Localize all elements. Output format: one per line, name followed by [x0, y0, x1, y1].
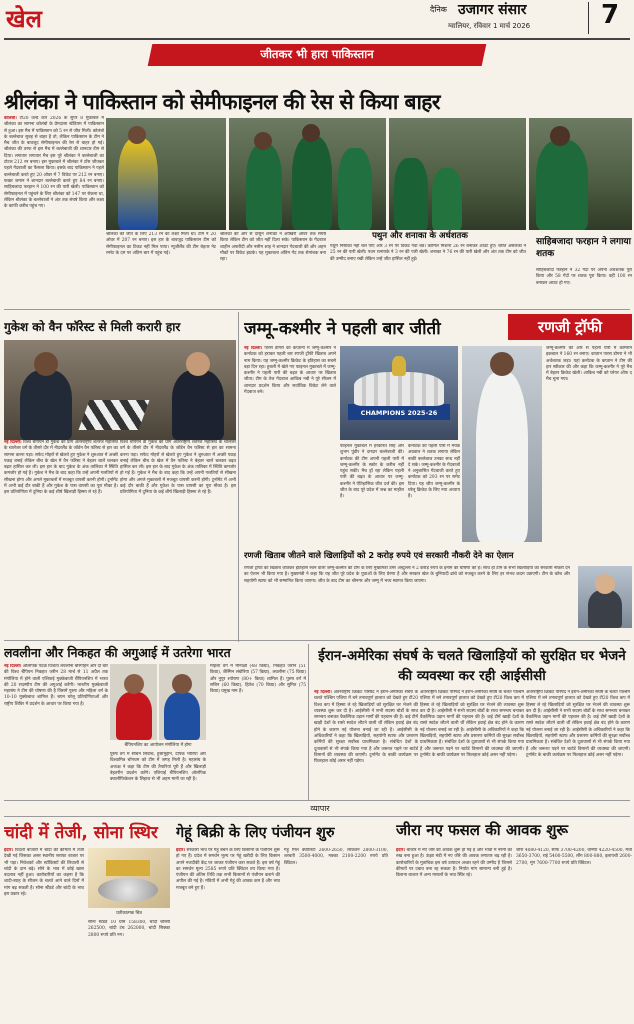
photo-boxers: [110, 664, 206, 740]
photo-sl-pak-divider-3: [526, 118, 529, 230]
b3-rates: जीरा 4080-4120, सौंफ 3700-4200, धनिया 4220-4500, मेथी 3650-3700, राई 5400-5500, लौंग 800-880, इलायची 2600-2700, मूंग 7600-7700 रुपये प्रति क्विंटल।: [516, 848, 632, 866]
head-1: [128, 126, 146, 144]
s3-body-4: जम्मू-कश्मीर की ओर से पहली पारी में कामरान इकबाल ने 160 रन बनाए। कप्तान पारस डोगरा ने भी अर्धशतक जड़ा। यहां कर्नाटक के कप्तान ने टीम की हार स्वीकार की और कहा कि जम्मू-कश्मीर ने पूरे मैच में बेहतर क्रिकेट खेली। आकिब नबी को प्लेयर ऑफ द मैच चुना गया।: [546, 346, 632, 383]
photo-ranji-player: [462, 346, 542, 542]
masthead-rule: [588, 2, 589, 34]
b3-col-1: [396, 848, 512, 1022]
photo-sl-pak-divider-1: [226, 118, 229, 230]
rule-2: [4, 640, 630, 641]
s1-body-4: श्रीलंका की ओर से दासुन शनाका ने आखिरी ओवर तक संघर्ष किया लेकिन टीम को जीत नहीं दिला सके। पाकिस्तान के गेंदबाज शाहीन अफरीदी और नसीम शाह ने शानदार गेंदबाजी की और अहम मौकों पर विकेट झटके। यह मुकाबला अंतिम गेंद तक रोमांचक बना रहा।: [220, 232, 326, 263]
s3-body-3: कर्नाटक की पहली पारी में मयंक अग्रवाल ने शतक लगाया लेकिन बाकी बल्लेबाज उनका साथ नहीं दे सके। जम्मू-कश्मीर के गेंदबाजों ने अनुशासित गेंदबाजी करते हुए कर्नाटक को 293 रन पर समेट दिया। यह जीत जम्मू-कश्मीर के घरेलू क्रिकेट के लिए नया अध्याय है।: [408, 444, 460, 500]
s5-body-cont: अंतरराष्ट्रीय क्रिकेट परिषद ने ईरान-अमेरिका संघर्ष के चलते पश्चिम एशिया में बने तनावपूर्ण हालात को देखते हुए टी20 विश्व कप में हिस्सा ले रहे खिलाड़ियों को सुरक्षित घर भेजने की व्यवस्था शुरू कर दी है। आईसीसी ने सभी सदस्य बोर्डों के साथ समन्वय बनाकर वैकल्पिक उड़ान मार्गों की पहचान की है। कई टीमें खाड़ी देशों के रास्ते स्वदेश लौटने वाली थीं लेकिन हवाई क्षेत्र बंद होने के कारण नई योजना बनाई जा रही है। आईसीसी के अधिकारियों ने कहा कि खिलाड़ियों, सहयोगी स्टाफ और प्रसारण कर्मियों की सुरक्षा सर्वोच्च प्राथमिकता है। संबंधित देशों के दूतावासों से भी संपर्क किया गया है और जरूरत पड़ने पर चार्टर्ड विमानों की व्यवस्था की जाएगी। टूर्नामेंट के बाकी कार्यक्रम पर फिलहाल कोई असर नहीं पड़ेगा।: [420, 690, 524, 758]
s2-col-2: [120, 440, 236, 636]
b3-col-2: [516, 848, 632, 1022]
s2-dateline: नई दिल्ली।: [4, 440, 22, 445]
coins: [98, 878, 158, 902]
s1-text-col-1: [4, 116, 104, 306]
s1-text-col-2: [106, 232, 216, 306]
s4-col-2: [210, 664, 306, 798]
headline-silver: चांदी में तेजी, सोना स्थिर: [4, 823, 158, 843]
player-green-2: [292, 136, 332, 230]
boxer-1: [116, 692, 152, 740]
s4-body-1: ओलंपिक पदक विजेता लवलीना बोरगोहेन और दो बार की विश्व चैंपियन निकहत जरीन 28 मार्च से 11 अप्रैल तक मंगोलिया में होने वाली एशियाई मुक्केबाजी चैंपियनशिप में भारत की 20 सदस्यीय टीम की अगुआई करेंगी। भारतीय मुक्केबाजी महासंघ ने टीम की घोषणा की है जिसमें पुरुष और महिला वर्ग के 10-10 मुक्केबाज शामिल हैं। चयन घरेलू प्रतियोगिताओं और राष्ट्रीय शिविर में प्रदर्शन के आधार पर किया गया है।: [4, 664, 108, 707]
s2-body-cont: विश्व चैंपियन डी गुकेश को प्राग अंतरराष्ट्रीय शतरंज महोत्सव के चालेंजर वर्ग के तीसरे दौर में नीदरलैंड के जॉर्डन वैन फॉरेस्ट से हार का सामना करना पड़ा। सफेद मोहरों से खेलते हुए गुकेश ने शुरुआत में अच्छी पकड़ बनाई लेकिन बीच के खेल में वैन फॉरेस्ट ने बेहतर चालें चलकर बढ़त हासिल कर ली। इस हार के बाद गुकेश के अंक तालिका में स्थिति कमजोर हो गई है। गुकेश ने मैच के बाद कहा कि उन्हें अपनी गलतियों से सीखना होगा और अगले मुकाबलों में मजबूत वापसी करनी होगी। टूर्नामेंट में अभी कई दौर बाकी हैं और गुकेश के पास वापसी का पूरा मौका है। इस प्रतियोगिता में दुनिया के कई शीर्ष खिलाड़ी हिस्सा ले रहे हैं।: [120, 440, 236, 496]
headline-sl-pak: श्रीलंका ने पाकिस्तान को सेमीफाइनल की रेस से किया बाहर: [4, 90, 440, 114]
headline-jk: जम्मू-कश्मीर ने पहली बार जीती: [244, 319, 441, 339]
s3-col-3: [408, 444, 460, 536]
headline-cumin: जीरा नए फसल की आवक शुरू: [396, 821, 569, 839]
kicker-text: जीतकर भी हारा पाकिस्तान: [260, 47, 374, 61]
b2-rates: गेहूं मिल क्वालिटी 2600-2650, लोकवन 2800-3100, शरबती 3500-4000, मक्का 2100-2200 रुपये प्रति क्विंटल।: [284, 848, 388, 866]
chess-board: [79, 400, 150, 430]
b3-body: बाजार में नए जीरे की आवक शुरू हो गई है और भावों में नरमी का रुख बना हुआ है। ऊंझा मंडी में नए जीरे की आवक लगातार बढ़ रही है। कारोबारियों के मुताबिक इस वर्ष उत्पादन अच्छा रहने की उम्मीद है जिससे कीमतों पर दबाव बना रह सकता है। निर्यात मांग सामान्य बनी हुई है। किराना बाजार में अन्य मसालों के भाव स्थिर रहे।: [396, 848, 512, 879]
date-line: ग्वालियर, रविवार 1 मार्च 2026: [448, 22, 531, 30]
player-green-1: [246, 144, 282, 230]
player-green-4: [394, 158, 428, 230]
business-label: व्यापार: [310, 804, 330, 813]
headline-gukesh: गुकेश को वैन फॉरेस्ट से मिली करारी हार: [4, 320, 181, 334]
head-5: [34, 352, 58, 376]
photo-ranji-champions: [340, 346, 458, 440]
s5-body-cont-2: अंतरराष्ट्रीय क्रिकेट परिषद ने ईरान-अमेरिका संघर्ष के चलते पश्चिम एशिया में बने तनावपूर्ण हालात को देखते हुए टी20 विश्व कप में हिस्सा ले रहे खिलाड़ियों को सुरक्षित घर भेजने की व्यवस्था शुरू कर दी है। आईसीसी ने सभी सदस्य बोर्डों के साथ समन्वय बनाकर वैकल्पिक उड़ान मार्गों की पहचान की है। कई टीमें खाड़ी देशों के रास्ते स्वदेश लौटने वाली थीं लेकिन हवाई क्षेत्र बंद होने के कारण नई योजना बनाई जा रही है। आईसीसी के अधिकारियों ने कहा कि खिलाड़ियों, सहयोगी स्टाफ और प्रसारण कर्मियों की सुरक्षा सर्वोच्च प्राथमिकता है। संबंधित देशों के दूतावासों से भी संपर्क किया गया है और जरूरत पड़ने पर चार्टर्ड विमानों की व्यवस्था की जाएगी। टूर्नामेंट के बाकी कार्यक्रम पर फिलहाल कोई असर नहीं पड़ेगा।: [526, 690, 630, 758]
s5-col-1: [314, 690, 418, 798]
b1-col-1: [4, 848, 84, 1022]
b1-photo-caption: प्रतीकात्मक चित्र: [116, 911, 142, 916]
s5-col-2: [420, 690, 524, 798]
headline-wheat: गेहूं बिक्री के लिए पंजीयन शुरु: [176, 825, 335, 841]
s4-body-2: पुरुष वर्ग में सचिन सिवाच, हुसामुद्दीन, दीपक भोरिया और विश्वामित्र चोंगथम को टीम में जगह मिली है। महासंघ के अध्यक्ष ने कहा कि टीम की तैयारियां पूरी हैं और खिलाड़ी बेहतरीन प्रदर्शन करेंगे। एशियाई चैंपियनशिप ओलंपिक क्वालीफिकेशन के लिहाज से भी अहम मानी जा रही है।: [110, 752, 206, 783]
player-chess-1: [20, 370, 72, 440]
headline-icc: ईरान-अमेरिका संघर्ष के चलते खिलाड़ियों को सुरक्षित घर भेजने की व्यवस्था कर रही आईसीसी: [318, 648, 626, 684]
section-title: खेल: [6, 5, 42, 33]
b1-col-2: [88, 920, 170, 1022]
vrule-1: [238, 312, 239, 642]
s1-caption-body: पथुम निसांका नहीं चल पाए और 3 रन पर विकेट गंवा बैठे। कामिल मिशारा 26 रन बनाकर आउट हुए। चरित असलंका ने 25 रन की पारी खेली। पवन रत्नायके ने 3 रन की पारी खेली। शनाका ने 76 रन की पारी खेली और अंत तक टीम को जीत की उम्मीद बनाए रखी लेकिन उन्हें जीत हासिल नहीं हुई।: [330, 244, 526, 262]
s5-body: अंतरराष्ट्रीय क्रिकेट परिषद ने ईरान-अमेरिका संघर्ष के चलते पश्चिम एशिया में बने तनावपूर्ण हालात को देखते हुए टी20 विश्व कप में हिस्सा ले रहे खिलाड़ियों को सुरक्षित घर भेजने की व्यवस्था शुरू कर दी है। आईसीसी ने सभी सदस्य बोर्डों के साथ समन्वय बनाकर वैकल्पिक उड़ान मार्गों की पहचान की है। कई टीमें खाड़ी देशों के रास्ते स्वदेश लौटने वाली थीं लेकिन हवाई क्षेत्र बंद होने के कारण नई योजना बनाई जा रही है। आईसीसी के अधिकारियों ने कहा कि खिलाड़ियों, सहयोगी स्टाफ और प्रसारण कर्मियों की सुरक्षा सर्वोच्च प्राथमिकता है। संबंधित देशों के दूतावासों से भी संपर्क किया गया है और जरूरत पड़ने पर चार्टर्ड विमानों की व्यवस्था की जाएगी। टूर्नामेंट के बाकी कार्यक्रम पर फिलहाल कोई असर नहीं पड़ेगा।: [314, 690, 418, 765]
side-title: साहिबजादा फरहान ने लगाया शतक: [536, 237, 631, 259]
side-body: साहिबजादा फरहान ने 32 गेंदों पर अपना अर्धशतक पूरा किया और 58 गेंदों पर शतक पूरा किया। वहीं 100 रन बनाकर आउट हो गए।: [536, 268, 632, 286]
b2-dateline: इंदौर।: [176, 848, 186, 853]
head-7: [490, 352, 514, 376]
player-side: [536, 140, 588, 230]
s3-col-2: [340, 444, 404, 536]
page-number: 7: [601, 0, 620, 30]
player-green-3: [338, 148, 372, 230]
s1-dateline: कोलंबो।: [4, 116, 17, 121]
cm-figure: [588, 590, 622, 628]
photo-cm: [578, 566, 632, 628]
head-10: [172, 674, 192, 694]
b1-dateline: इंदौर।: [4, 848, 14, 853]
head-3: [302, 124, 320, 142]
photo-chess: [4, 340, 236, 440]
vrule-2: [308, 644, 309, 800]
s2-body: विश्व चैंपियन डी गुकेश को प्राग अंतरराष्ट्रीय शतरंज महोत्सव के चालेंजर वर्ग के तीसरे दौर में नीदरलैंड के जॉर्डन वैन फॉरेस्ट से हार का सामना करना पड़ा। सफेद मोहरों से खेलते हुए गुकेश ने शुरुआत में अच्छी पकड़ बनाई लेकिन बीच के खेल में वैन फॉरेस्ट ने बेहतर चालें चलकर बढ़त हासिल कर ली। इस हार के बाद गुकेश के अंक तालिका में स्थिति कमजोर हो गई है। गुकेश ने मैच के बाद कहा कि उन्हें अपनी गलतियों से सीखना होगा और अगले मुकाबलों में मजबूत वापसी करनी होगी। टूर्नामेंट में अभी कई दौर बाकी हैं और गुकेश के पास वापसी का पूरा मौका है। इस प्रतियोगिता में दुनिया के कई शीर्ष खिलाड़ी हिस्सा ले रहे हैं।: [4, 440, 118, 496]
head-2: [254, 132, 272, 150]
s4-photo-caption: चैंपियनशिप का आयोजन मंगोलिया में होगा: [124, 743, 192, 748]
b2-col-2: [284, 848, 388, 1022]
b1-rates: सोना स्टैंडर्ड 10 ग्राम 158300, चांदी चौरसी 262500, चांदी टंच 262000, चांदी सिक्का 2800 रुपये प्रति नग।: [88, 920, 170, 938]
s5-dateline: नई दिल्ली।: [314, 690, 332, 695]
player-yellow: [118, 138, 158, 230]
kicker-ranji: रणजी ट्रॉफी: [537, 318, 603, 336]
gold-bar: [106, 860, 150, 876]
rule-1: [4, 309, 630, 310]
b1-body: विदेशी बाजारों में चांदी की कीमतों में तेजी देखी गई जिसका असर स्थानीय सराफा बाजार पर भी पड़ा। निवेशकों और स्टॉकिस्टों की लिवाली से चांदी के दाम बढ़े। सोने के भाव में कोई खास बदलाव नहीं हुआ। कारोबारियों का कहना है कि शादी-ब्याह के सीजन के चलते आने वाले दिनों में मांग बढ़ सकती है। सोना स्टैंडर्ड और चांदी के भाव इस प्रकार रहे।: [4, 848, 84, 898]
paper-prefix: दैनिक: [430, 5, 447, 14]
team-group: [354, 372, 444, 406]
s4-dateline: नई दिल्ली।: [4, 664, 22, 669]
masthead-divider: [4, 38, 630, 40]
photo-sl-pak: [106, 118, 632, 230]
headline-lovlina: लवलीना और निकहत की अगुआई में उतरेगा भारत: [4, 645, 231, 660]
s1-body-2: इस मुकाबले में श्रीलंका ने टॉस जीतकर पहले गेंदबाजी का फैसला किया। इसके बाद पाकिस्तान ने पहले बल्लेबाजी करते हुए 20 ओवर में 7 विकेट पर 212 रन बनाए। फखर जमान ने शानदार बल्लेबाजी करते हुए 84 रन बनाए। साहिबजादा फरहान ने 100 रन की पारी खेली। पाकिस्तान को सेमीफाइनल में पहुंचने के लिए श्रीलंका को 147 पर रोकना था, लेकिन श्रीलंका के बल्लेबाजों ने अंत तक संघर्ष किया और लक्ष्य के काफी करीब पहुंच गए।: [4, 160, 104, 210]
s1-text-col-4: [330, 244, 526, 306]
photo-caption-champions: CHAMPIONS 2025-26: [360, 409, 438, 417]
s1-body-1: टी20 वर्ल्ड कप 2026 के सुपर 8 मुकाबले में श्रीलंका का सामना कोलंबो के प्रेमदासा स्टेडियम में पाकिस्तान से हुआ। इस मैच में पाकिस्तान को 5 रन से जीत मिली। कोलंबो के बल्लेबाज सुबह से बाहर है तो, लेकिन पाकिस्तान के टीम ने मैच जीत के बावजूद सेमीफाइनल की रेस से बाहर हो गई। श्रीलंका की तरफ से इस मैच में बल्लेबाजी की शानदार टीम से दिया। लगातार लगातार मैच इस पूरे श्रीलंका ने बल्लेबाजी का टोटल 212 रन बनाए।: [4, 116, 104, 166]
player-white: [476, 372, 528, 542]
head-4: [550, 126, 570, 146]
player-chess-2: [172, 370, 224, 440]
s5-col-3: [526, 690, 630, 798]
s3-body-2: फाइनल मुकाबले में हरकीरत सिंह और शुभम पुंडीर ने दमदार बल्लेबाजी की। कर्नाटक की टीम अपनी पहली पारी में जम्मू-कश्मीर के स्कोर के करीब नहीं पहुंच सकी। मैच ड्रॉ रहा लेकिन पहली पारी की बढ़त के आधार पर जम्मू-कश्मीर ने ऐतिहासिक जीत दर्ज की। इस जीत के बाद पूरे प्रदेश में जश्न का माहौल है।: [340, 444, 404, 500]
s4-col-3: [110, 752, 206, 798]
s3-col-1: [244, 346, 336, 536]
head-6: [186, 352, 210, 376]
s3-body-1: पारस डोगरा की कप्तानी में जम्मू-कश्मीर ने कर्नाटक को हराकर पहली बार रणजी ट्रॉफी खिताब अपने नाम किया। यह जम्मू-कश्मीर क्रिकेट के इतिहास का सबसे बड़ा दिन रहा। हुबली में खेले गए फाइनल मुकाबले में जम्मू-कश्मीर ने पहली पारी की बढ़त के आधार पर खिताब जीता। टीम के तेज गेंदबाज आकिब नबी ने पूरे सीजन में शानदार प्रदर्शन किया और सर्वाधिक विकेट लेने वाले गेंदबाज बने।: [244, 346, 336, 396]
s1-text-col-3: [220, 232, 326, 306]
rule-3: [4, 800, 630, 801]
player-green-5: [432, 168, 462, 230]
photo-sl-pak-divider-2: [386, 118, 389, 230]
s2-col-1: [4, 440, 118, 636]
b3-dateline: इंदौर।: [396, 848, 406, 853]
trophy: [392, 356, 406, 376]
s3-dateline: नई दिल्ली।: [244, 346, 263, 351]
subhead-ranji-reward: रणजी खिताब जीतने वाले खिलाड़ियों को 2 करोड़ रुपये एवं सरकारी नौकरी देने का ऐलान: [244, 550, 514, 560]
rule-4: [4, 816, 630, 817]
photo-boxers-divider: [157, 664, 159, 740]
s3-col-4: [546, 346, 632, 536]
b2-body: सरकारी भाव पर गेहूं बेचने के लिए किसानों के पंजीयन शुरू हो गए हैं। प्रदेश में समर्थन मूल्य पर गेहूं खरीदी के लिए किसान अपने नजदीकी केंद्र पर जाकर पंजीयन करा सकते हैं। इस वर्ष गेहूं का समर्थन मूल्य 2585 रुपये प्रति क्विंटल तय किया गया है। पंजीयन की अंतिम तिथि तक सभी किसानों से पंजीयन कराने की अपील की गई है। मंडियों में अभी गेहूं की आवक कम है और भाव मजबूत बने हुए हैं।: [176, 848, 280, 891]
s4-col-1: [4, 664, 108, 798]
photo-silver: [88, 848, 170, 908]
head-8: [595, 574, 615, 594]
s1-body-3: श्रीलंका को जीत के लिए 213 रन का लक्ष्य मिला था। टीम ने 20 ओवर में 207 रन बनाए। इस हार के बावजूद पाकिस्तान टीम को सेमीफाइनल का टिकट नहीं मिल पाया। न्यूजीलैंड की टीम बेहतर नेट रनरेट के दम पर अंतिम चार में पहुंच गई।: [106, 232, 216, 256]
s3-sub-body: रणजी ट्रॉफी का खिताब जीतकर इतिहास रचने वाली जम्मू-कश्मीर की टीम के लिए मुख्यमंत्री उमर अब्दुल्ला ने 2 करोड़ रुपये के इनाम की घोषणा की है। साथ ही टीम के सभी खिलाड़ियों को सरकारी नौकरी देने का ऐलान भी किया गया है। मुख्यमंत्री ने कहा कि यह जीत पूरे प्रदेश के युवाओं के लिए प्रेरणा है और सरकार खेल के बुनियादी ढांचे को मजबूत करने के लिए हर संभव कदम उठाएगी। टीम के कोच और सहयोगी स्टाफ को भी सम्मानित किया जाएगा। जीत के बाद टीम का श्रीनगर और जम्मू में भव्य स्वागत किया जाएगा।: [244, 566, 570, 584]
head-9: [124, 674, 144, 694]
masthead: [0, 0, 634, 38]
s1-photo-caption: पथुन और शनाका के अर्धशतक: [372, 231, 468, 241]
boxer-2: [164, 692, 200, 740]
paper-name: उजागर संसार: [458, 2, 527, 18]
s4-body-3: महिला वर्ग में मीनाक्षी (48 किग्रा), निकहत जरीन (51 किग्रा), जैस्मिन लंबोरिया (57 किग्रा), लवलीना (75 किग्रा) और नुपुर श्योराण (80+ किग्रा) शामिल हैं। पुरुष वर्ग में सचिन (60 किग्रा), हितेश (70 किग्रा) और सुमित (75 किग्रा) प्रमुख नाम हैं।: [210, 664, 306, 695]
b2-col-1: [176, 848, 280, 1022]
